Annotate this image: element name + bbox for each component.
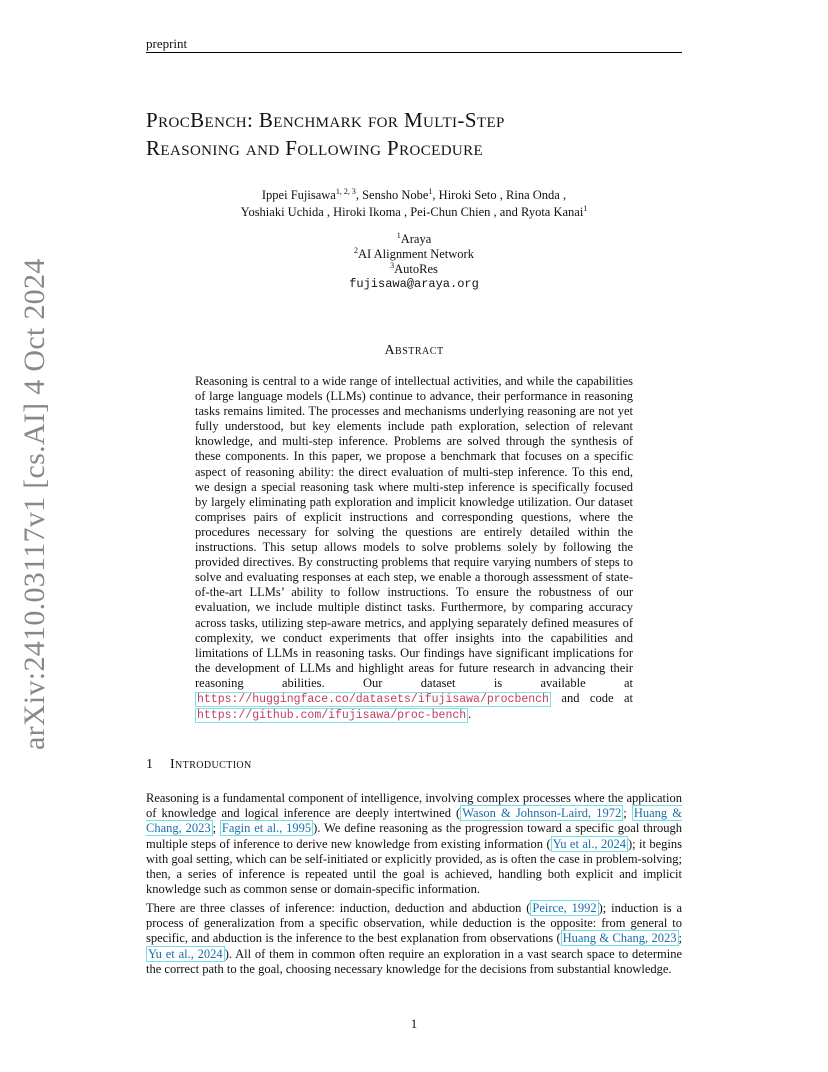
author-names: , Hiroki Seto , Rina Onda , — [432, 188, 567, 202]
author-affil-sup: 1 — [583, 203, 588, 213]
title-line-2: Reasoning and Following Procedure — [146, 136, 484, 160]
page-number: 1 — [410, 1016, 418, 1031]
intro-paragraph-1: Reasoning is a fundamental component of intelligence, involving complex processes where the application of knowledge and logical inference are deeply intertwined ( Wason & Johnson-Laird, 1972 ; Huang & Chang, 2023 ; Fagin et al., 1995 ). We define reasoning as the progression toward a specific goal through multiple steps of inference to derive new knowledge from existing information ( Yu et al., 2024 ); it begins with goal setting, which can be self-initiated or explicitly provided, as is often the case in problem-solving; then, a series of inference is repeated until the goal is achieved, handling both explicit and implicit knowledge such as common sense or domain-specific information. — [146, 791, 683, 897]
citation-link[interactable]: Fagin et al., 1995 — [221, 821, 312, 836]
citation-link[interactable]: Peirce, 1992 — [532, 901, 597, 915]
author-line-2 — [146, 204, 682, 221]
citation-link[interactable]: Yu et al., 2024 — [148, 946, 223, 961]
section-heading-introduction — [146, 757, 252, 773]
abstract-text: Reasoning is central to a wide range of intellectual activities, and while the capabilities of large language models (LLMs) continue to advance, their performance in reasoning tasks remains limited. The processes and mechanisms underlying reasoning are not yet fully understood, but key elements include path exploration, selection of relevant knowledge, and multi-step inference. Problems are solved through the synthesis of these components. In this paper, we propose a benchmark that focuses on a specific aspect of reasoning ability: the direct evaluation of multi-step inference. To this end, we design a special reasoning task where multi-step inference is specifically focused by largely eliminating path exploration and implicit knowledge utilization. Our dataset comprises pairs of explicit instructions and corresponding questions, where the procedures necessary for solving the questions are entirely detailed within the instructions. This setup allows models to solve problems solely by following the provided directives. By constructing problems that require varying numbers of steps to solve and evaluating responses at each step, we enable a thorough assessment of state-of-the-art LLMs’ ability to follow instructions. To ensure the robustness of our evaluation, we include multiple distinct tasks. Furthermore, by comparing accuracy across tasks, utilizing step-aware metrics, and applying separately defined measures of complexity, we conduct experiments that offer insights into the capabilities and limitations of LLMs in reasoning tasks. Our findings have significant implications for the development of LLMs and highlight areas for future research in advancing their reasoning abilities. Our dataset is available at — [195, 374, 633, 690]
affiliation: $^1$Araya — [396, 230, 432, 246]
section-title: Introduction — [170, 757, 252, 772]
author-name: , Sensho Nobe — [355, 188, 429, 202]
affiliation: $^3$AutoRes — [390, 260, 438, 276]
title-line-1: ProcBench: Benchmark for Multi-Step — [146, 108, 505, 132]
abstract-connector: and code at — [550, 690, 633, 705]
contact-email: fujisawa@araya.org — [349, 277, 479, 291]
abstract-body: Reasoning is central to a wide range of intellectual activities, and while the capabilities of large language models (LLMs) continue to advance, their performance in reasoning tasks remains limited. The processes and mechanisms underlying reasoning are not yet fully understood, but key elements include path exploration, selection of relevant knowledge, and multi-step inference. Problems are solved through the synthesis of these components. In this paper, we propose a benchmark that focuses on a specific aspect of reasoning ability: the direct evaluation of multi-step inference. To this end, we design a special reasoning task where multi-step inference is specifically focused by largely eliminating path exploration and implicit knowledge utilization. Our dataset comprises pairs of explicit instructions and corresponding questions, where the procedures necessary for solving the questions are entirely detailed within the instructions. This setup allows models to solve problems solely by following the provided directives. By constructing problems that require varying numbers of steps to solve and evaluating responses at each step, we enable a thorough assessment of state-of-the-art LLMs’ ability to follow instructions. To ensure the robustness of our evaluation, we include multiple distinct tasks. Furthermore, by comparing accuracy across tasks, utilizing step-aware metrics, and applying separately defined measures of complexity, we conduct experiments that offer insights into the capabilities and limitations of LLMs in reasoning tasks. Our findings have significant implications for the development of LLMs and highlight areas for future research in advancing their reasoning abilities. Our dataset is available at https://huggingface.co/datasets/ifujisawa/procbench and code at https://github.com/ifujisawa/proc-bench . — [195, 374, 633, 723]
dataset-link[interactable]: https://huggingface.co/datasets/ifujisawa/procbench — [197, 692, 549, 706]
arxiv-identifier-stamp: arXiv:2410.03117v1 [cs.AI] 4 Oct 2024 — [18, 258, 51, 750]
intro-paragraph-2: There are three classes of inference: induction, deduction and abduction ( Peirce, 1992 ); induction is a process of generalization from a specific observation, while deduction is the opposite: from general to specific, and abduction is the inference to the best explanation from observations ( Huang & Chang, 2023 ; Yu et al., 2024 ). All of them in common often require an exploration in a vast search space to determine the correct path to the goal, choosing necessary knowledge for the decisions from substantial knowledge. — [146, 901, 682, 976]
code-link[interactable]: https://github.com/ifujisawa/proc-bench — [197, 709, 467, 723]
paper-title — [146, 106, 706, 162]
author-list — [146, 187, 682, 221]
author-names: Yoshiaki Uchida , Hiroki Ikoma , Pei-Chun Chien , and Ryota Kanai — [240, 205, 584, 219]
author-line-1 — [146, 187, 682, 204]
author-name: Ippei Fujisawa — [261, 188, 336, 202]
header-label: preprint — [146, 36, 188, 51]
header-rule — [146, 52, 682, 53]
affiliations — [146, 232, 682, 292]
citation-link[interactable]: Huang & Chang, 2023 — [562, 931, 677, 946]
citation-link[interactable]: Wason & Johnson-Laird, 1972 — [462, 806, 622, 821]
citation-link[interactable]: Yu et al., 2024 — [552, 836, 626, 851]
section-number: 1 — [146, 757, 153, 772]
affiliation: $^2$AI Alignment Network — [354, 245, 474, 261]
abstract-heading: Abstract — [384, 343, 444, 358]
author-affil-sup: 1, 2, 3 — [335, 186, 356, 196]
author-affil-sup: 1 — [428, 186, 433, 196]
citation-link[interactable]: Huang & Chang, 2023 — [146, 806, 682, 836]
